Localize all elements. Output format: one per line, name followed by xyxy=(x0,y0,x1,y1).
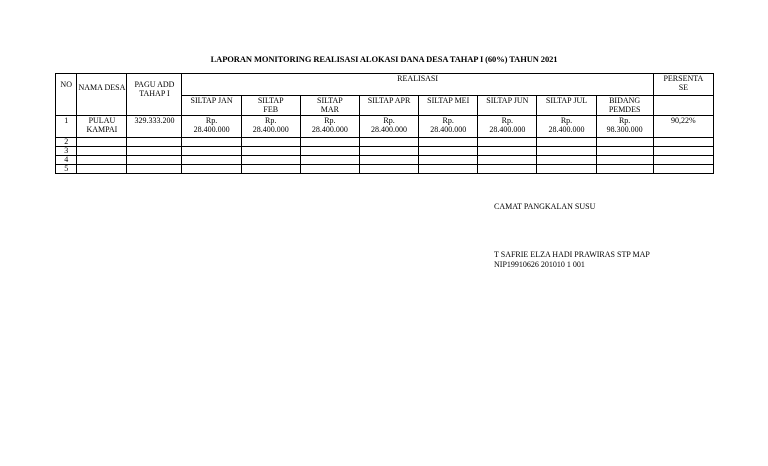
header-siltap-jan: SILTAP JAN xyxy=(182,96,241,116)
cell-no: 4 xyxy=(56,156,77,165)
table-row xyxy=(56,165,714,174)
header-siltap-jul: SILTAP JUL xyxy=(537,96,596,116)
header-siltap-apr: SILTAP APR xyxy=(359,96,418,116)
cell-no: 1 xyxy=(56,116,77,138)
cell-no: 2 xyxy=(56,138,77,147)
cell-value: Rp. 28.400.000 xyxy=(182,116,241,138)
header-nama-desa: NAMA DESA xyxy=(77,74,127,116)
header-no: NO xyxy=(56,74,77,116)
header-realisasi: REALISASI xyxy=(182,74,653,96)
header-siltap-mei: SILTAP MEI xyxy=(419,96,478,116)
table-row xyxy=(56,116,714,138)
cell-value: Rp. 28.400.000 xyxy=(537,116,596,138)
header-persentase: PERSENTASE xyxy=(653,74,713,96)
header-persentase-blank xyxy=(653,96,713,116)
table-row xyxy=(56,147,714,156)
header-siltap-mar: SILTAP MAR xyxy=(300,96,359,116)
cell-value: Rp. 98.300.000 xyxy=(596,116,653,138)
cell-no: 3 xyxy=(56,147,77,156)
report-title: LAPORAN MONITORING REALISASI ALOKASI DANA DESA TAHAP I (60%) TAHUN 2021 xyxy=(210,54,558,64)
cell-nama: PULAU KAMPAI xyxy=(77,116,127,138)
header-siltap-jun: SILTAP JUN xyxy=(478,96,537,116)
cell-pagu: 329.333.200 xyxy=(127,116,182,138)
cell-value: Rp. 28.400.000 xyxy=(419,116,478,138)
cell-persen: 90,22% xyxy=(653,116,713,138)
cell-value: Rp. 28.400.000 xyxy=(478,116,537,138)
cell-value: Rp. 28.400.000 xyxy=(300,116,359,138)
signature-name: T SAFRIE ELZA HADI PRAWIRAS STP MAP xyxy=(494,250,650,259)
signature-position: CAMAT PANGKALAN SUSU xyxy=(494,202,596,211)
signature-nip: NIP19910626 201010 1 001 xyxy=(494,260,585,269)
table-row xyxy=(56,138,714,147)
header-bidang-pemdes: BIDANG PEMDES xyxy=(596,96,653,116)
header-pagu: PAGU ADD TAHAP I xyxy=(127,74,182,116)
cell-value: Rp. 28.400.000 xyxy=(241,116,300,138)
report-table xyxy=(55,73,714,174)
cell-value: Rp. 28.400.000 xyxy=(359,116,418,138)
header-siltap-feb: SILTAP FEB xyxy=(241,96,300,116)
table-row xyxy=(56,156,714,165)
cell-no: 5 xyxy=(56,165,77,174)
